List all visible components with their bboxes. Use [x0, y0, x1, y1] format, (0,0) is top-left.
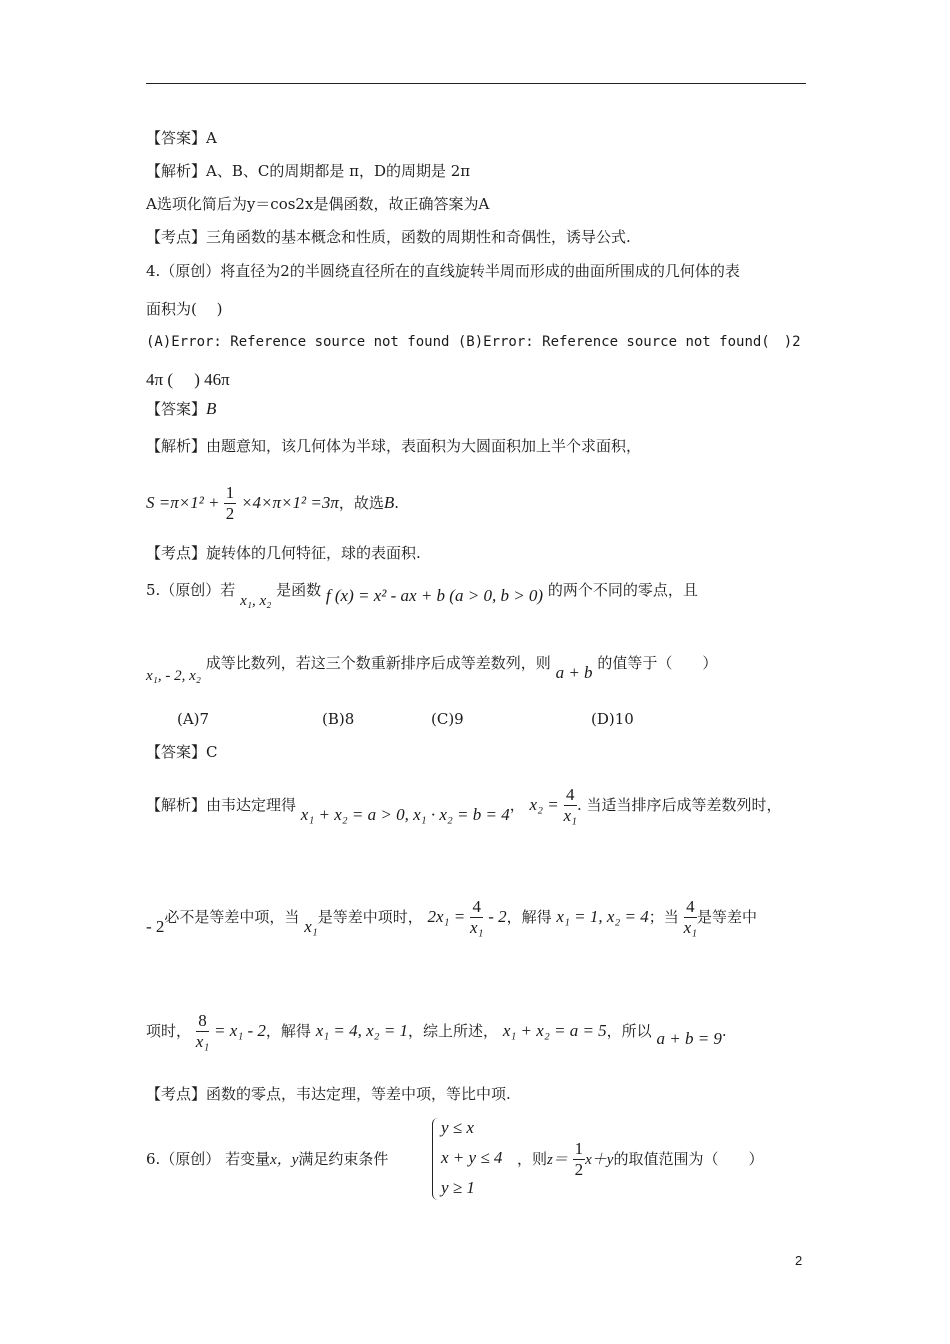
q4-stem-line2: 面积为( ) [146, 300, 223, 318]
q3-analysis-line2: A选项化简后为y＝cos2x是偶函数，故正确答案为A [146, 195, 490, 213]
q4-options-line1: (A)Error: Reference source not found (B)Error: Reference source not found( )2 [146, 334, 801, 350]
q3-analysis-line1: 【解析】A、B、C的周期都是 π，D的周期是 2π [146, 162, 471, 180]
q4-answer-value: B [206, 399, 217, 418]
q6-objective: ，则z＝ $\frac{1}{2}$ x＋y的取值范围为（ ） [517, 1139, 764, 1179]
q4-formula-choice: B [383, 493, 395, 513]
q5-answer: 【答案】C [146, 743, 218, 761]
q6-stem: 6.（原创） 若变量x，y满足约束条件 [146, 1150, 389, 1168]
header-rule [146, 83, 806, 84]
q3-answer: 【答案】A [146, 129, 217, 147]
q5-option-d: (D)10 [591, 710, 634, 728]
q5-frac-4-x1: $\frac{4}{\text{x₁}}$ [563, 785, 577, 825]
q5-stem-line2: x₁, - 2, x₂ 成等比数列，若这三个数重新排序后成等差数列，则 a + b 的值等于（ ） [146, 654, 718, 684]
q5-analysis-line3: 项时， $\frac{8}{\text{x₁}}$ = x₁ - 2，解得 x₁ = 4, x₂ = 1，综上所述， x₁ + x₂ = a = 5，所以 a + b = 9. [146, 1011, 727, 1051]
q5-analysis-line2: - 2必不是等差中项，当 x₁是等差中项时， 2x₁ = $\frac{4}{\text{x₁}}$ - 2，解得 x₁ = 1, x₂ = 4；当 $\frac{4}{\text{x₁}}$ 是等差中 [146, 897, 758, 937]
q5-function: f (x) = x² - ax + b (a > 0, b > 0) [325, 586, 544, 605]
q6-constraint-1: y ≤ x [441, 1118, 474, 1137]
q5-kaodian: 【考点】函数的零点，韦达定理，等差中项，等比中项. [146, 1085, 511, 1103]
q5-stem-line1: 5.（原创）若 x₁, x₂ 是函数 f (x) = x² - ax + b (a > 0, b > 0) 的两个不同的零点，且 [146, 581, 698, 609]
q5-option-a: (A)7 [177, 710, 210, 728]
q4-formula-s: S =π×1² + [146, 493, 224, 513]
q5-option-c: (C)9 [431, 710, 464, 728]
q4-answer [146, 399, 216, 419]
q4-formula-tail: ，故选 [338, 494, 384, 513]
q4-stem-line1: 4.（原创）将直径为2的半圆绕直径所在的直线旋转半周而形成的曲面所围成的几何体的表 [146, 262, 740, 280]
q3-kaodian: 【考点】三角函数的基本概念和性质，函数的周期性和奇偶性，诱导公式. [146, 228, 631, 246]
q6-constraint-2: x + y ≤ 4 [441, 1148, 503, 1167]
page-number: 2 [795, 1253, 803, 1268]
q4-kaodian: 【考点】旋转体的几何特征，球的表面积. [146, 544, 421, 562]
q4-formula-end: . [394, 494, 400, 513]
q4-formula-half: $\frac{1}{2}$ [225, 483, 235, 523]
q6-constraint-3: y ≥ 1 [441, 1178, 475, 1197]
q4-options-line2: 4π ( ) 46π [146, 370, 230, 389]
q4-analysis: 【解析】由题意知，该几何体为半球，表面积为大圆面积加上半个求面积， [146, 437, 642, 455]
q5-analysis-line1: 【解析】由韦达定理得 x₁ + x₂ = a > 0, x₁ · x₂ = b = 4， x₂ = $\frac{4}{\text{x₁}}$ . 当适当排序后成等差数列时， [146, 785, 782, 825]
q5-sequence: x₁, - 2, x₂ [146, 668, 201, 684]
q5-option-b: (B)8 [322, 710, 355, 728]
q4-formula [146, 484, 399, 524]
constraint-brace [432, 1118, 441, 1200]
q4-answer-label: 【答案】 [146, 400, 207, 418]
q5-x2-expr: x₂ = [529, 795, 559, 815]
q5-vieta: x₁ + x₂ = a > 0, x₁ · x₂ = b = 4 [300, 805, 510, 825]
q5-a-plus-b: a + b [555, 663, 593, 682]
q5-roots: x₁, x₂ [240, 593, 272, 609]
q4-formula-rest: ×4×π×1² =3π [241, 493, 339, 513]
